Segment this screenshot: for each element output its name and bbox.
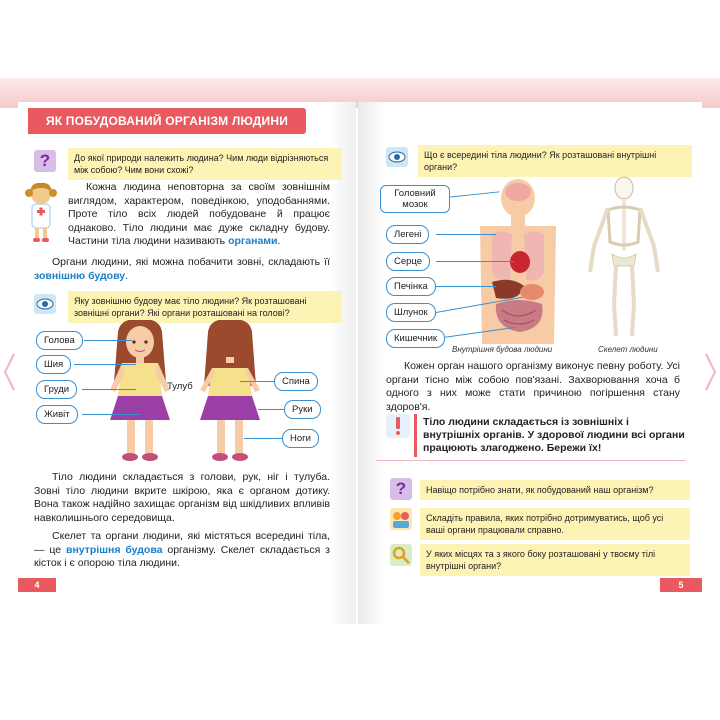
connector-lungs	[436, 234, 496, 235]
label-brain: Головний мозок	[380, 185, 450, 213]
internal-organs-illustration	[462, 176, 566, 344]
connector-belly	[82, 414, 140, 415]
label-hands: Руки	[284, 400, 321, 419]
connector-back	[240, 381, 274, 382]
label-trunk: Тулуб	[167, 381, 193, 392]
question-box-inner: Що є всередині тіла людини? Як розташовані внутрішні органи?	[418, 145, 692, 177]
label-head: Голова	[36, 331, 83, 350]
previous-page-arrow-icon[interactable]	[2, 352, 16, 392]
connector-legs	[244, 438, 282, 439]
exclamation-icon	[386, 414, 410, 438]
page-title: ЯК ПОБУДОВАНИЙ ОРГАНІЗМ ЛЮДИНИ	[28, 108, 306, 134]
question-box-1: До якої природи належить людина? Чим люди відрізняються між собою? Чим вони схожі?	[68, 148, 342, 180]
question-box-2: Яку зовнішню будову має тіло людини? Як розташовані зовнішні органи? Які органи розташовані на голові?	[68, 291, 342, 323]
label-intestine: Кишечник	[386, 329, 445, 348]
label-lungs: Легені	[386, 225, 429, 244]
question-box-where: У яких місцях та з якого боку розташовані у твоєму тілі внутрішні органи?	[420, 544, 690, 576]
connector-neck	[74, 364, 136, 365]
label-legs: Ноги	[282, 429, 319, 448]
paragraph-organs: Кожен орган нашого організму виконує певну роботу. Усі органи тісно між собою пов'язані. Захворювання хоча б одного з них може стати причиною погіршення стану здоров'я.	[386, 360, 680, 413]
question-icon: ?	[34, 150, 56, 172]
paragraph-4: Скелет та органи людини, які містяться всередині тіла, — це внутрішня будова організму. Скелет складається з кісток і є опорою тіла людини.	[34, 530, 330, 570]
connector-heart	[436, 261, 514, 262]
label-belly: Живіт	[36, 405, 78, 424]
divider	[376, 460, 686, 461]
label-heart: Серце	[386, 252, 430, 271]
page-number-right: 5	[660, 578, 702, 592]
paragraph-3: Тіло людини складається з голови, рук, ніг і тулуба. Зовні тіло людини вкрите шкірою, яка є органом дотику. Вона також надійно захищає організм від шкідливих впливів навколишнього середовища.	[34, 471, 330, 524]
paragraph-2: Органи людини, які можна побачити зовні, складають її зовнішню будову.	[34, 256, 330, 282]
connector-liver	[436, 286, 496, 287]
external-body-illustration	[100, 320, 270, 470]
question-icon: ?	[390, 478, 412, 500]
rule-box: Тіло людини складається із зовнішніх і внутрішніх органів. У здорової людини всі органи працюють злагоджено. Бережи їх!	[414, 414, 691, 457]
magnifier-icon	[390, 544, 412, 566]
page-number-left: 4	[18, 578, 56, 592]
next-page-arrow-icon[interactable]	[704, 352, 718, 392]
caption-internal: Внутрішня будова людини	[452, 345, 553, 354]
paragraph-1: Кожна людина неповторна за своїм зовнішнім виглядом, характером, поведінкою, уподобаннями. Проте тіло всіх людей побудоване й працює однаково. Тіло людини має дуже складну будову. Частини тіла людини називають органами.	[68, 181, 330, 248]
connector-head	[84, 340, 132, 341]
eye-icon	[386, 147, 408, 167]
connector-hands	[258, 409, 284, 410]
task-box: Складіть правила, яких потрібно дотримуватись, щоб усі ваші органи працювали справно.	[420, 508, 690, 540]
label-chest: Груди	[36, 380, 77, 399]
question-box-know: Навіщо потрібно знати, як побудований наш організм?	[420, 480, 690, 500]
caption-skeleton: Скелет людини	[598, 345, 658, 354]
label-back: Спина	[274, 372, 318, 391]
label-stomach: Шлунок	[386, 303, 436, 322]
connector-chest	[82, 389, 136, 390]
label-neck: Шия	[36, 355, 71, 374]
doctor-girl-illustration	[24, 180, 58, 246]
eye-icon	[34, 294, 56, 314]
label-liver: Печінка	[386, 277, 436, 296]
group-task-icon	[390, 508, 412, 530]
skeleton-illustration	[582, 176, 666, 342]
